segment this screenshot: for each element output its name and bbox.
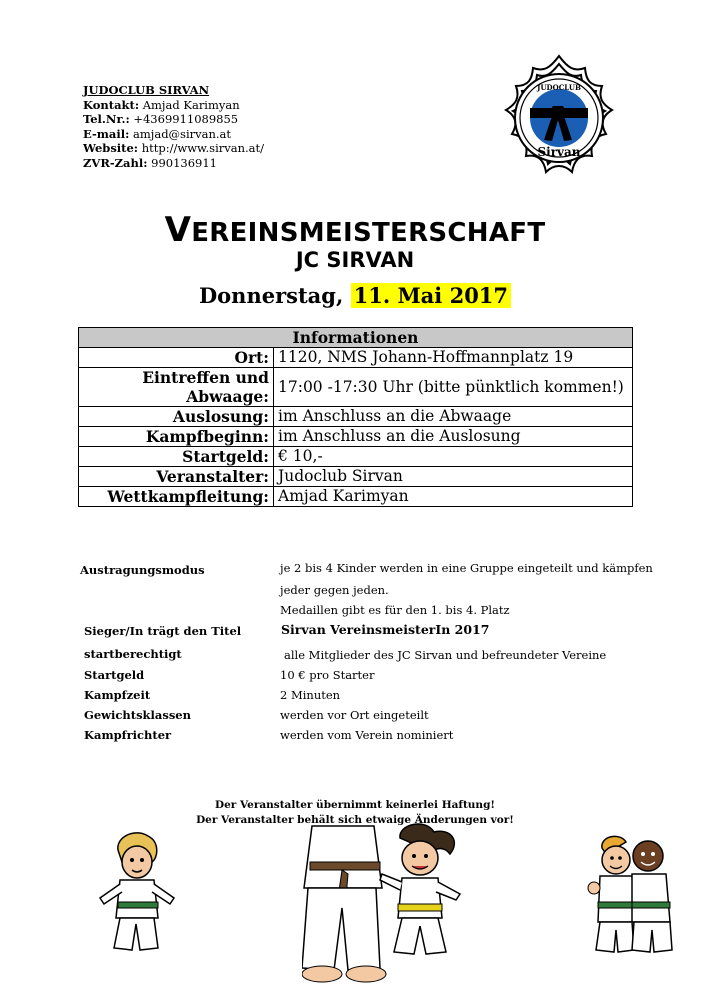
info-value: im Anschluss an die Auslosung	[274, 427, 633, 447]
contact-line	[83, 141, 264, 156]
info-row	[79, 427, 633, 447]
contact-line	[83, 127, 264, 142]
title-rest: EREINSMEISTERSCHAFT	[191, 218, 546, 248]
disclaimer-line-1: Der Veranstalter übernimmt keinerlei Haftung!	[214, 799, 496, 811]
club-name: JUDOCLUB SIRVAN	[83, 83, 210, 97]
zvr-label: ZVR-Zahl:	[83, 155, 148, 170]
modus-line-3: Medaillen gibt es für den 1. bis 4. Platz	[280, 603, 510, 617]
info-header: Informationen	[79, 328, 633, 348]
info-key: Ort:	[79, 348, 274, 368]
info-key: Auslosung:	[79, 407, 274, 427]
geld-value: 10 € pro Starter	[280, 668, 375, 682]
info-value: 1120, NMS Johann-Hoffmannplatz 19	[274, 348, 633, 368]
title-first-letter: V	[164, 210, 192, 250]
info-row	[79, 407, 633, 427]
info-table	[78, 327, 633, 507]
info-value: Judoclub Sirvan	[274, 467, 633, 487]
info-key: Veranstalter:	[79, 467, 274, 487]
info-value: Amjad Karimyan	[274, 487, 633, 507]
contact-line	[83, 156, 264, 171]
email-label: E-mail:	[83, 126, 130, 141]
info-value: € 10,-	[274, 447, 633, 467]
start-value: alle Mitglieder des JC Sirvan und befreundeter Vereine	[284, 648, 607, 662]
contact-block	[83, 83, 264, 171]
richter-value: werden vom Verein nominiert	[280, 728, 454, 742]
website-label: Website:	[83, 141, 139, 156]
info-key: Eintreffen und Abwaage:	[79, 368, 274, 407]
gewicht-value: werden vor Ort eingeteilt	[280, 708, 429, 722]
cartoon-boy-figure	[92, 828, 184, 958]
website-value[interactable]: http://www.sirvan.at/	[141, 141, 265, 156]
zeit-value: 2 Minuten	[280, 688, 341, 702]
info-row	[79, 368, 633, 407]
info-row	[79, 467, 633, 487]
zvr-value: 990136911	[151, 155, 217, 170]
modus-label: Austragungsmodus	[80, 563, 205, 577]
contact-line	[83, 112, 264, 127]
gewicht-label: Gewichtsklassen	[84, 708, 191, 722]
email-value[interactable]: amjad@sirvan.at	[133, 126, 232, 141]
event-date	[0, 283, 710, 308]
cartoon-judo-pair-figure	[302, 818, 480, 986]
info-row	[79, 487, 633, 507]
start-label: startberechtigt	[84, 647, 182, 661]
info-key: Kampfbeginn:	[79, 427, 274, 447]
event-day-highlight: 11. Mai 2017	[351, 283, 511, 308]
phone-label: Tel.Nr.:	[83, 112, 130, 127]
contact-value: Amjad Karimyan	[142, 97, 240, 112]
disclaimer-line-2: Der Veranstalter behält sich etwaige Änderungen vor!	[196, 814, 514, 826]
phone-value: +4369911089855	[133, 112, 239, 127]
club-logo	[478, 52, 640, 194]
sieger-value: Sirvan VereinsmeisterIn 2017	[281, 622, 490, 637]
event-weekday: Donnerstag,	[198, 283, 344, 308]
logo-top-text: JUDOCLUB	[537, 83, 581, 92]
richter-label: Kampfrichter	[84, 728, 172, 742]
modus-line-1: je 2 bis 4 Kinder werden in eine Gruppe eingeteilt und kämpfen	[280, 561, 653, 575]
page-title	[0, 210, 710, 250]
info-value: im Anschluss an die Abwaage	[274, 407, 633, 427]
cartoon-two-kids-figure	[586, 830, 684, 958]
info-key: Startgeld:	[79, 447, 274, 467]
contact-label: Kontakt:	[83, 97, 140, 112]
info-value: 17:00 -17:30 Uhr (bitte pünktlich kommen!)	[274, 368, 633, 407]
contact-line	[83, 98, 264, 113]
zeit-label: Kampfzeit	[84, 688, 151, 702]
geld-label: Startgeld	[84, 668, 145, 682]
sieger-label: Sieger/In trägt den Titel	[84, 624, 242, 638]
info-row	[79, 447, 633, 467]
info-header-row	[79, 328, 633, 348]
logo-bottom-text: Sirvan	[537, 145, 581, 159]
page-subtitle: JC SIRVAN	[295, 248, 415, 272]
modus-line-2: jeder gegen jeden.	[280, 583, 389, 597]
info-key: Wettkampfleitung:	[79, 487, 274, 507]
info-row	[79, 348, 633, 368]
